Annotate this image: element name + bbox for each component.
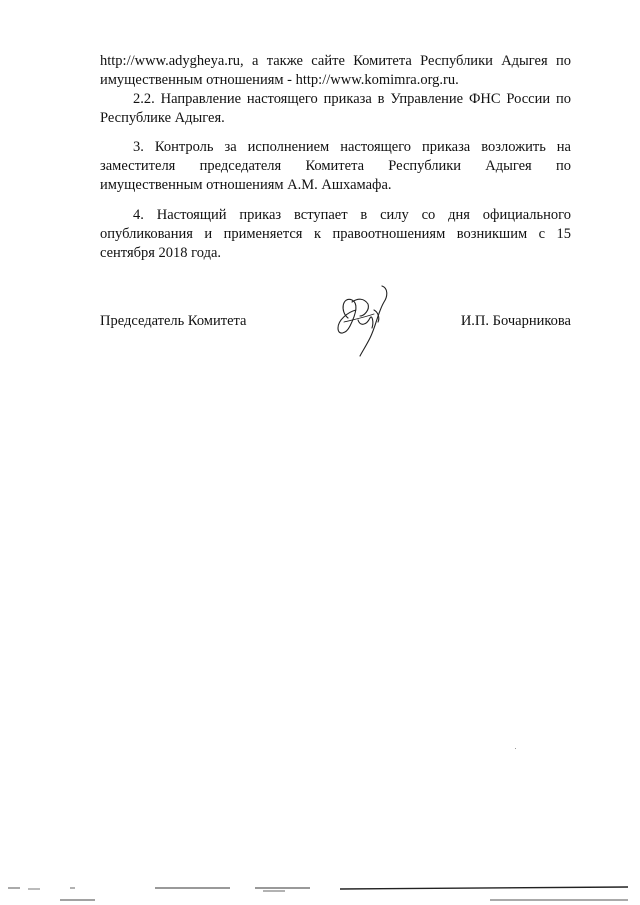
paragraph-4 bbox=[100, 206, 571, 263]
paragraph-3-line-1: 3. Контроль за исполнением настоящего приказа возложить на bbox=[133, 139, 571, 155]
scan-edge-artifacts bbox=[0, 880, 640, 905]
paragraph-continuation bbox=[100, 52, 571, 90]
paragraph-3-line-3: имущественным отношениям А.М. Ашхамафа. bbox=[100, 177, 392, 193]
paragraph-2-line-2: Республике Адыгея. bbox=[100, 110, 225, 126]
scan-dot bbox=[515, 748, 516, 749]
paragraph-4-line-2: опубликования и применяется к правоотношениям возникшим с 15 bbox=[100, 226, 571, 242]
paragraph-1-line-2: имущественным отношениям - http://www.komimra.org.ru. bbox=[100, 72, 459, 88]
signer-position: Председатель Комитета bbox=[100, 313, 247, 329]
paragraph-3-line-2: заместителя председателя Комитета Республики Адыгея по bbox=[100, 158, 571, 174]
handwritten-signature bbox=[330, 282, 392, 360]
paragraph-2-2 bbox=[100, 90, 571, 128]
paragraph-4-line-1: 4. Настоящий приказ вступает в силу со дня официального bbox=[133, 207, 571, 223]
paragraph-4-line-3: сентября 2018 года. bbox=[100, 245, 222, 261]
signer-name: И.П. Бочарникова bbox=[460, 313, 571, 329]
paragraph-1-line-1: http://www.adygheya.ru, а также сайте Комитета Республики Адыгея по bbox=[100, 53, 571, 69]
paragraph-3 bbox=[100, 138, 571, 195]
paragraph-2-line-1: 2.2. Направление настоящего приказа в Управление ФНС России по bbox=[133, 91, 571, 107]
